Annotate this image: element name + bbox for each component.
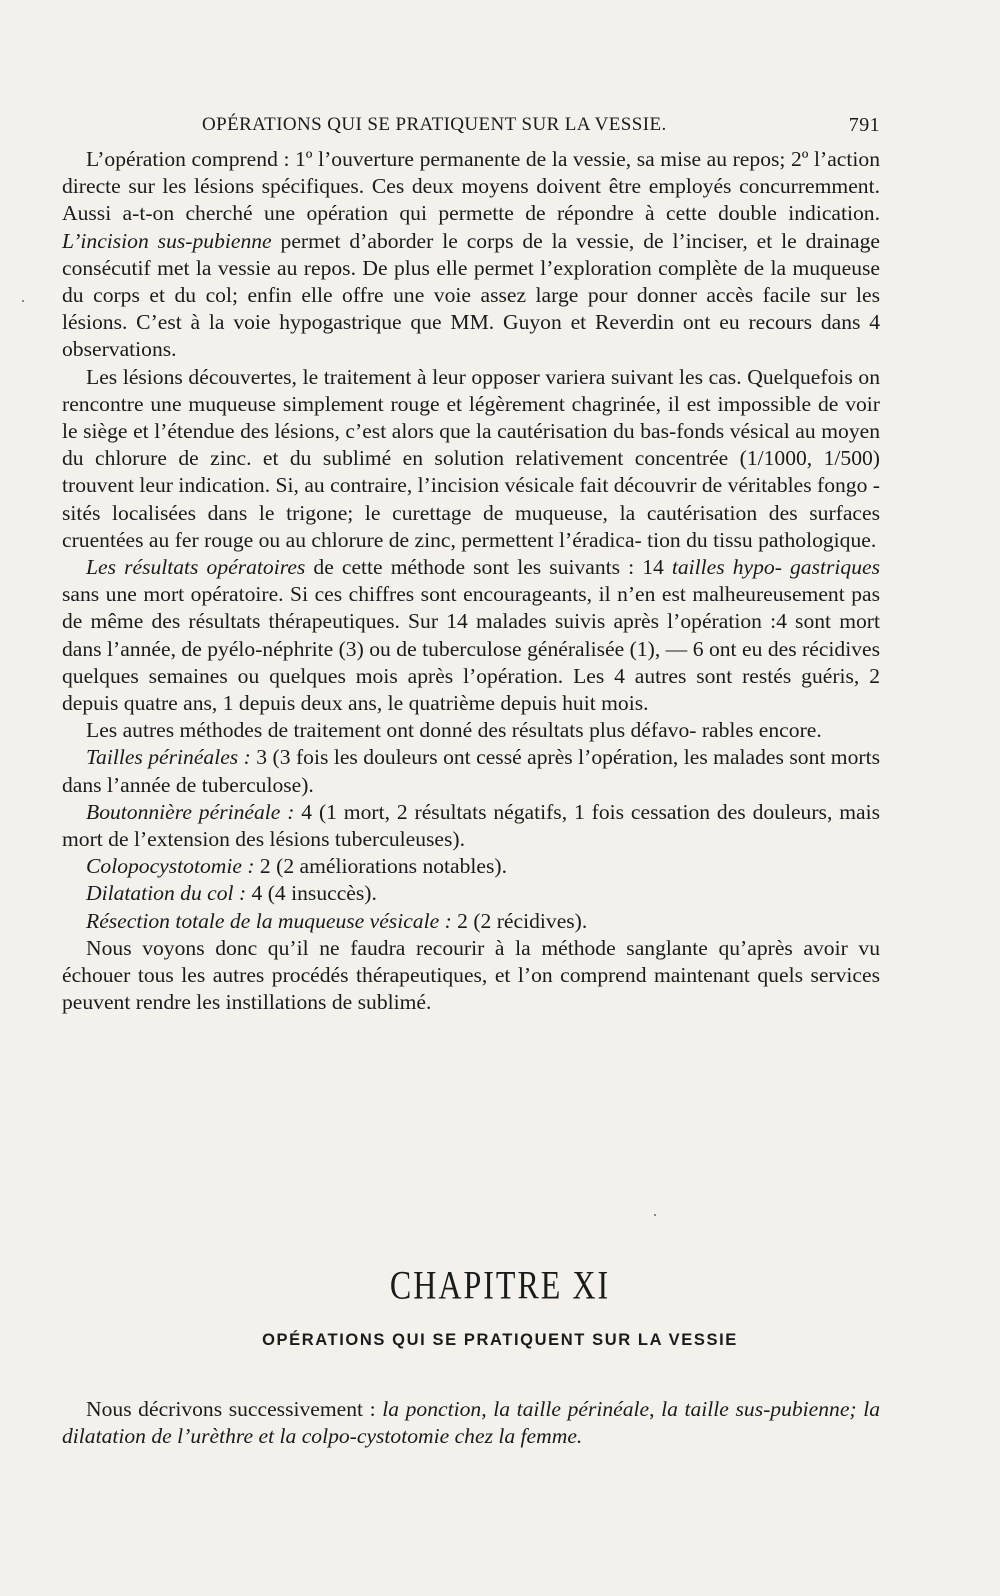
paragraph-other-methods: Les autres méthodes de traitement ont donné des résultats plus défavo- rables encore. xyxy=(86,718,822,743)
chapter-heading: CHAPITRE XI xyxy=(389,1262,611,1307)
paragraph-operation xyxy=(62,146,880,364)
paragraph-tailles-perineales xyxy=(62,744,880,798)
paragraph-colopocystotomie xyxy=(62,853,880,880)
paragraph-lesions: Les lésions découvertes, le traitement à leur opposer variera suivant les cas. Quelquefois on rencontre une muqueuse simplement rouge et légèrement chagrinée, il est impossible de voir le siège et l’étendue des lésions, c’est alors que la cautérisation du bas-fonds vésical au moyen du chlorure de zinc. et du sublimé en solution relativement concentrée (1/1000, 1/500) trouvent leur indication. Si, au contraire, l’incision vésicale fait découvrir de véritables fongo - sités localisées dans le trigone; le curettage de muqueuse, la cautérisation des surfaces cruentées au fer rouge ou au chlorure de zinc, permettent l’éradica- tion du tissu pathologique. xyxy=(62,364,880,552)
paragraph-resection xyxy=(62,908,880,935)
italic-term: Les résultats opératoires xyxy=(86,555,306,580)
paragraph-text: permet d’aborder le corps de la vessie, de l’inciser, et le drainage consécutif met la vessie au repos. De plus elle permet l’exploration complète de la muqueuse du corps et du col; enfin elle offre une voie assez large pour donner accès facile sur les lésions. C’est à la voie hypogastrique que MM. Guyon et Reverdin ont eu recours dans 4 observations. xyxy=(62,228,880,362)
paragraph-text: 2 (2 améliorations notables). xyxy=(254,854,507,879)
paragraph-text: L’opération comprend : 1º l’ouverture permanente de la vessie, sa mise au repos; 2º l’action directe sur les lésions spécifiques. Ces deux moyens doivent être employés concurremment. Aussi a-t-on cherché une opération qui permette de répondre à cette double indication. xyxy=(62,147,880,226)
running-head xyxy=(62,114,880,140)
intro-text xyxy=(62,1396,880,1450)
italic-term: la ponction xyxy=(382,1397,482,1421)
italic-term: tailles hypo- gastriques xyxy=(671,555,880,580)
italic-term: L’incision sus-pubienne xyxy=(62,228,272,253)
italic-term: Tailles périnéales : xyxy=(86,745,251,770)
margin-speck xyxy=(22,300,24,302)
paragraph-text: 4 (1 mort, 2 résultats négatifs, 1 fois cessation des douleurs, mais mort de l’extension des lésions tuberculeuses). xyxy=(62,799,880,852)
intro-paragraph xyxy=(62,1396,880,1450)
paragraph-conclusion: Nous voyons donc qu’il ne faudra recourir à la méthode sanglante qu’après avoir vu échouer tous les autres procédés thérapeutiques, et l’on comprend maintenant quels services peuvent rendre les instillations de sublimé. xyxy=(62,935,880,1015)
paragraph-boutonniere xyxy=(62,799,880,853)
italic-term: Dilatation du col : xyxy=(86,881,247,906)
margin-speck xyxy=(654,1214,656,1216)
italic-term: Boutonnière périnéale : xyxy=(86,799,295,824)
paragraph-text: sans une mort opératoire. Si ces chiffres sont encourageants, il n’en est malheureusement pas de même des résultats thérapeutiques. Sur 14 malades suivis après l’opération :4 sont mort dans l’année, de pyélo-néphrite (3) ou de tuberculose généralisée (1), — 6 ont eu des récidives quelques semaines ou quelques mois après l’opération. Les 4 autres sont restés guéris, 2 depuis quatre ans, 1 depuis deux ans, le quatrième depuis huit mois. xyxy=(62,582,880,716)
italic-term: Colopocystotomie : xyxy=(86,854,255,879)
page-number: 791 xyxy=(848,114,880,136)
paragraph-results xyxy=(62,554,880,717)
paragraph-text: de cette méthode sont les suivants : 14 xyxy=(305,555,672,580)
italic-term: la taille périnéale xyxy=(493,1397,650,1421)
running-head-title: OPÉRATIONS QUI SE PRATIQUENT SUR LA VESSIE. xyxy=(202,114,667,135)
italic-term: Résection totale de la muqueuse vésicale : xyxy=(86,908,452,933)
paragraph-dilatation xyxy=(62,880,880,907)
italic-term: la taille sus-pubienne; la dilatation de l’urèthre et la colpo-cystotomie chez la femme. xyxy=(62,1397,881,1449)
body-text xyxy=(62,146,880,1017)
paragraph-text: , xyxy=(649,1397,662,1421)
paragraph-text: Nous décrivons successivement : xyxy=(86,1397,383,1421)
paragraph-text: , xyxy=(481,1397,494,1421)
paragraph-text: 4 (4 insuccès). xyxy=(246,881,377,906)
section-title: OPÉRATIONS QUI SE PRATIQUENT SUR LA VESSIE xyxy=(262,1331,738,1349)
paragraph-text: 2 (2 récidives). xyxy=(451,908,588,933)
paragraph-text: 3 (3 fois les douleurs ont cessé après l’opération, les malades sont morts dans l’année de tuberculose). xyxy=(62,745,880,797)
